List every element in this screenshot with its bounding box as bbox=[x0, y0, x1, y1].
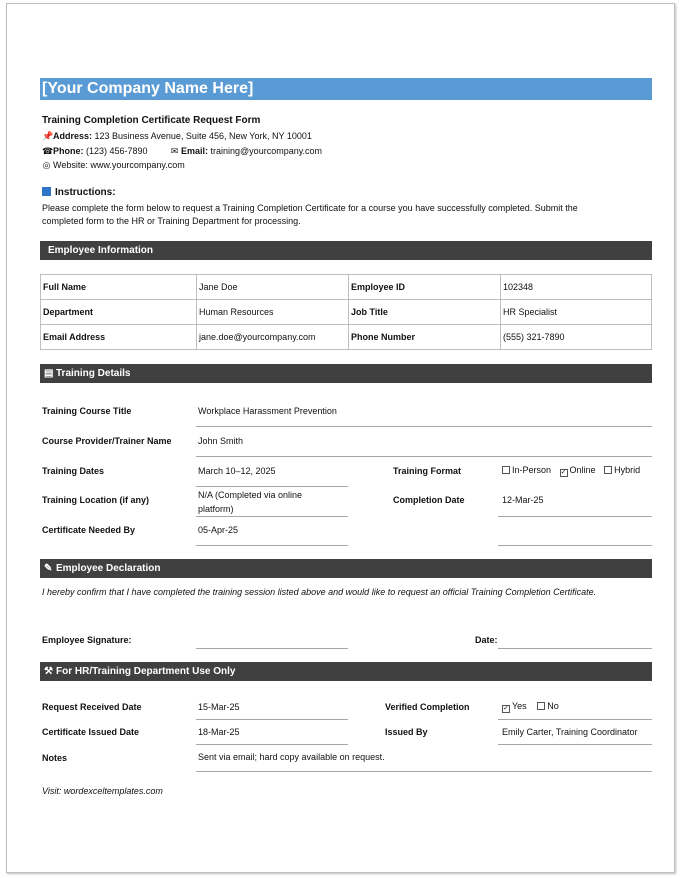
checkbox-unchecked-icon bbox=[604, 466, 612, 474]
signature-label: Employee Signature: bbox=[42, 635, 132, 645]
section-employee-information: Employee Information bbox=[40, 241, 652, 260]
department-label: Department bbox=[41, 300, 197, 325]
full-name-field[interactable]: Jane Doe bbox=[197, 275, 349, 300]
checkbox-unchecked-icon bbox=[502, 466, 510, 474]
needed-by-label: Certificate Needed By bbox=[42, 525, 136, 535]
phone-icon: ☎ bbox=[42, 146, 54, 156]
training-format-label: Training Format bbox=[393, 466, 462, 476]
training-dates-field[interactable]: March 10–12, 2025 bbox=[198, 466, 276, 476]
format-option-in-person[interactable]: In-Person bbox=[502, 465, 551, 475]
training-location-underline bbox=[196, 516, 348, 517]
pen-icon: ✎ bbox=[44, 563, 53, 574]
checkbox-unchecked-icon bbox=[537, 702, 545, 710]
table-icon: ▤ bbox=[44, 368, 54, 379]
needed-by-field[interactable]: 05-Apr-25 bbox=[198, 525, 239, 535]
footer-visit-link[interactable]: Visit: wordexceltemplates.com bbox=[42, 786, 163, 796]
training-location-label: Training Location (if any) bbox=[42, 495, 150, 505]
declaration-text: I hereby confirm that I have completed the training session listed above and would like to request an official Training Completion Certificate. bbox=[42, 587, 597, 597]
employee-info-table bbox=[40, 274, 652, 350]
completion-date-field[interactable]: 12-Mar-25 bbox=[502, 495, 544, 505]
job-title-field[interactable]: HR Specialist bbox=[501, 300, 652, 325]
section-employee-declaration: ✎ Employee Declaration bbox=[40, 559, 652, 578]
received-date-underline bbox=[196, 719, 348, 720]
date-field[interactable] bbox=[498, 648, 652, 649]
verified-option-yes[interactable]: ✓ Yes bbox=[503, 701, 527, 712]
issued-by-field[interactable]: Emily Carter, Training Coordinator bbox=[502, 727, 638, 737]
provider-underline bbox=[196, 456, 652, 457]
provider-field[interactable]: John Smith bbox=[198, 436, 244, 446]
pin-icon: 📌 bbox=[42, 131, 54, 141]
table-row bbox=[41, 325, 652, 350]
phone-value: (123) 456-7890 bbox=[86, 146, 148, 156]
issued-date-field[interactable]: 18-Mar-25 bbox=[198, 727, 240, 737]
date-label: Date: bbox=[475, 635, 498, 645]
instructions-text-1: Please complete the form below to request a Training Completion Certificate for a course you have successfully completed. Submit the bbox=[42, 203, 578, 213]
course-title-field[interactable]: Workplace Harassment Prevention bbox=[198, 406, 337, 416]
issued-by-label: Issued By bbox=[385, 727, 428, 737]
table-row bbox=[41, 275, 652, 300]
form-title: Training Completion Certificate Request Form bbox=[42, 115, 261, 126]
checkbox-checked-icon: ✓ bbox=[503, 705, 509, 712]
notes-label: Notes bbox=[42, 753, 68, 763]
instructions-text-2: completed form to the HR or Training Department for processing. bbox=[42, 216, 301, 226]
globe-icon: ◎ bbox=[42, 160, 51, 170]
issued-date-underline bbox=[196, 744, 348, 745]
signature-field[interactable] bbox=[196, 648, 348, 649]
issued-date-label: Certificate Issued Date bbox=[42, 727, 140, 737]
full-name-label: Full Name bbox=[41, 275, 197, 300]
completion-date-label: Completion Date bbox=[393, 495, 465, 505]
format-option-hybrid[interactable]: Hybrid bbox=[604, 465, 640, 475]
received-date-label: Request Received Date bbox=[42, 702, 142, 712]
email-value: training@yourcompany.com bbox=[210, 146, 323, 156]
verified-completion-label: Verified Completion bbox=[385, 702, 470, 712]
section-hr-use-only: ⚒ For HR/Training Department Use Only bbox=[40, 662, 652, 681]
blank-underline bbox=[498, 545, 652, 546]
email-address-label: Email Address bbox=[41, 325, 197, 350]
checkbox-checked-icon: ✓ bbox=[560, 469, 567, 476]
notes-field[interactable]: Sent via email; hard copy available on request. bbox=[198, 752, 385, 762]
verified-option-no[interactable]: No bbox=[537, 701, 559, 711]
instructions-heading: Instructions: bbox=[42, 187, 116, 198]
department-field[interactable]: Human Resources bbox=[197, 300, 349, 325]
training-dates-underline bbox=[196, 486, 348, 487]
phone-number-label: Phone Number bbox=[349, 325, 501, 350]
envelope-icon: ✉ bbox=[170, 146, 179, 156]
training-location-field[interactable]: N/A (Completed via online platform) bbox=[198, 490, 303, 514]
section-training-details: ▤ Training Details bbox=[40, 364, 652, 383]
verified-underline bbox=[498, 719, 652, 720]
email-address-field[interactable]: jane.doe@yourcompany.com bbox=[197, 325, 349, 350]
issued-by-underline bbox=[498, 744, 652, 745]
phone-number-field[interactable]: (555) 321-7890 bbox=[501, 325, 652, 350]
email-line: ✉ Email: training@yourcompany.com bbox=[170, 146, 323, 156]
completion-date-underline bbox=[498, 516, 652, 517]
course-title-underline bbox=[196, 426, 652, 427]
address-line: 📌Address: 123 Business Avenue, Suite 456, New York, NY 10001 bbox=[42, 131, 312, 141]
notes-underline bbox=[196, 771, 652, 772]
employee-id-label: Employee ID bbox=[349, 275, 501, 300]
address-value: 123 Business Avenue, Suite 456, New York, NY 10001 bbox=[94, 131, 312, 141]
training-dates-label: Training Dates bbox=[42, 466, 105, 476]
table-row bbox=[41, 300, 652, 325]
company-name-banner: [Your Company Name Here] bbox=[40, 78, 652, 100]
document-icon bbox=[42, 187, 51, 196]
training-format-options bbox=[502, 465, 640, 477]
phone-line: ☎Phone: (123) 456-7890 bbox=[42, 146, 148, 156]
tools-icon: ⚒ bbox=[44, 666, 53, 677]
format-option-online[interactable]: ✓ Online bbox=[560, 465, 596, 476]
verified-completion-options bbox=[502, 701, 559, 713]
course-title-label: Training Course Title bbox=[42, 406, 132, 416]
received-date-field[interactable]: 15-Mar-25 bbox=[198, 702, 240, 712]
employee-id-field[interactable]: 102348 bbox=[501, 275, 652, 300]
job-title-label: Job Title bbox=[349, 300, 501, 325]
website-line: ◎ Website: www.yourcompany.com bbox=[42, 160, 185, 170]
website-value: www.yourcompany.com bbox=[90, 160, 185, 170]
provider-label: Course Provider/Trainer Name bbox=[42, 436, 172, 446]
needed-by-underline bbox=[196, 545, 348, 546]
